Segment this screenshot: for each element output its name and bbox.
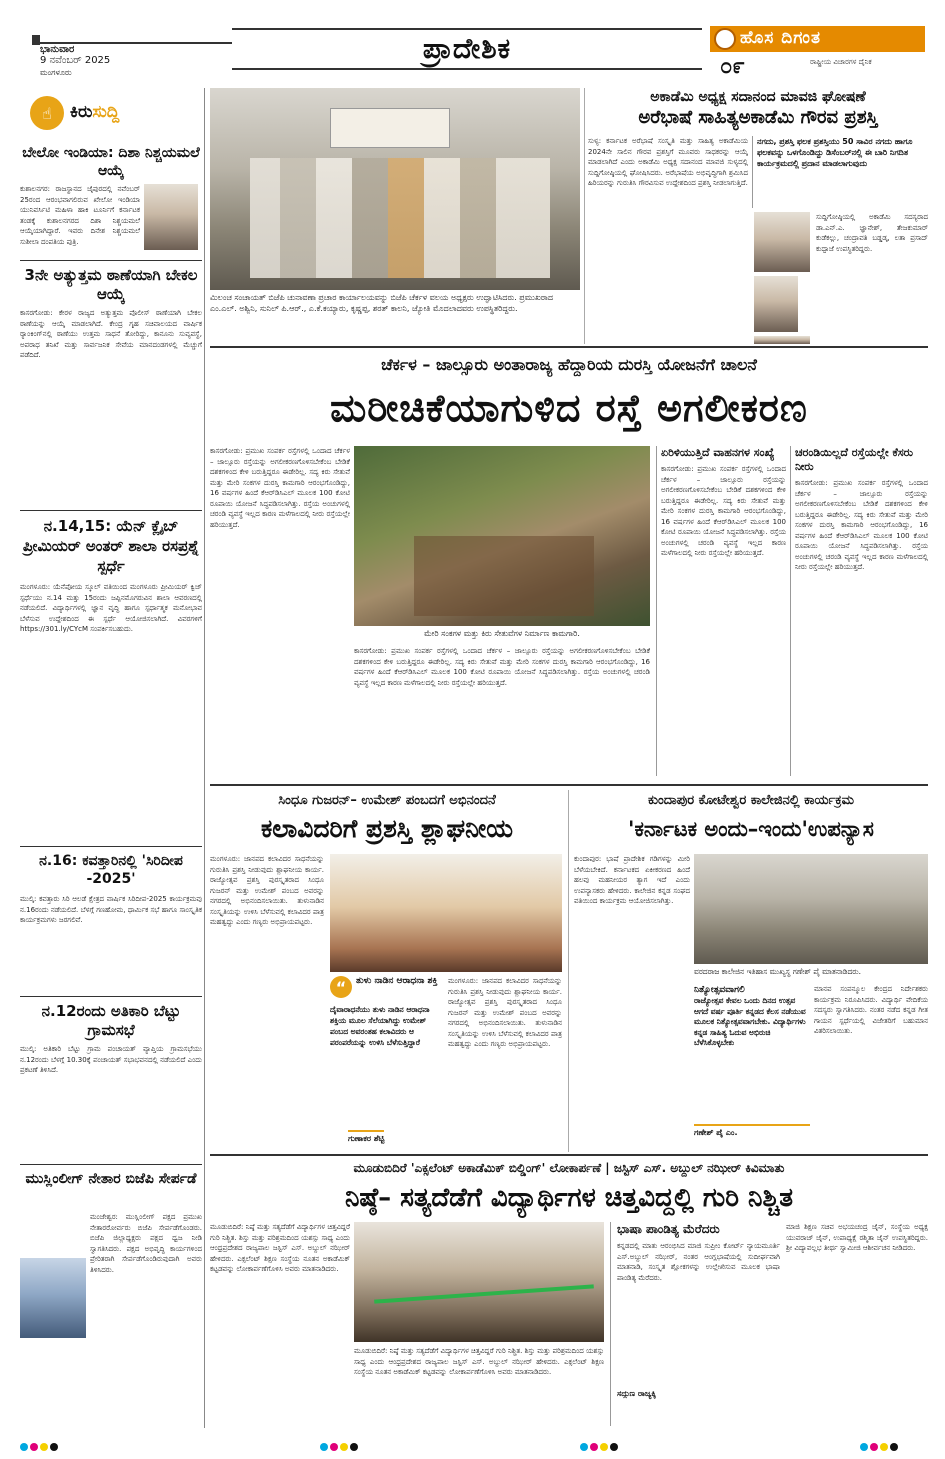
mudbidri-story bbox=[210, 1158, 928, 1428]
page-number: ೦೯ bbox=[720, 54, 745, 79]
item-text: ಕಾಸರಗೋಡು: ಕೇರಳ ರಾಜ್ಯದ ಅತ್ಯುತ್ತಮ ಪೊಲೀಸ್ ಠಾಣೆಯಾಗಿ ಬೇಕಲ ಠಾಣೆಯನ್ನು ಆಯ್ಕೆ ಮಾಡಲಾಗಿದೆ. ಕೇಂದ್ರ ಗೃಹ ಸಚಿವಾಲಯದ ವಾರ್ಷಿಕ ರ್‍ಯಾಂಕಿಂಗ್‌ನಲ್ಲಿ ಠಾಣೆಯು ಉತ್ತಮ ಸಾಧನೆ ತೋರಿದ್ದು, ಕಾನೂನು ಸುವ್ಯವಸ್ಥೆ, ಅಪರಾಧ ತನಿಖೆ ಮತ್ತು ಸಾರ್ವಜನಿಕ ಸೇವೆಯ ಮಾನದಂಡಗಳಲ್ಲಿ ಮೆಚ್ಚುಗೆ ಪಡೆದಿದೆ. bbox=[20, 309, 202, 359]
kirusuddi-column bbox=[20, 88, 202, 1428]
item-text: ಕುಶಾಲನಗರ: ರಾಜಸ್ಥಾನದ ಜೈಪುರದಲ್ಲಿ ನವೆಂಬರ್ 25ರಂದ ಆರಂಭವಾಗಲಿರುವ ಖೇಲೋ ಇಂಡಿಯಾ ಯುನಿವರ್ಸಿಟಿ ಮಹಿಳಾ ಹಾಕಿ ಟೂರ್ನಿಗೆ ಕರ್ನಾಟಕ ತಂಡಕ್ಕೆ ಕುಶಾಲನಗರದ ದಿಶಾ ನಿಶ್ಚಯಮಲೆ ಆಯ್ಕೆಯಾಗಿದ್ದಾರೆ. ಇವರು ದಿನೇಶ ನಿಶ್ಚಯಮಲೆ ಸುಶೀಲಾ ದಂಪತಿಯ ಪುತ್ರಿ. bbox=[20, 185, 140, 246]
road-body-2: ಕಾಸರಗೋಡು: ಪ್ರಮುಖ ಸಂಪರ್ಕ ರಸ್ತೆಗಳಲ್ಲಿ ಒಂದಾದ ಚೆರ್ಕಳ – ಜಾಲ್ಸೂರು ರಸ್ತೆಯನ್ನು ಅಗಲೀಕರಣಗೊಳಿಸಬೇಕೆಂಬ ಬೇಡಿಕೆ ದಶಕಗಳಿಂದ ಕೇಳಿ ಬರುತ್ತಿದ್ದರೂ ಈಡೇರಿಲ್ಲ. ಸದ್ಯ ಕಿರು ಸೇತುವೆ ಮತ್ತು ಮೇರಿ ಸಂಕಗಳ ದುರಸ್ತಿ ಕಾಮಗಾರಿ ಆರಂಭಗೊಂಡಿದ್ದು, 16 ವರ್ಷಗಳ ಹಿಂದೆ ಕೆಆರ್‌ಡಿಸಿಎಲ್ ಮೂಲಕ 100 ಕೋಟಿ ರೂಪಾಯಿ ಯೋಜನೆ ಸಿದ್ಧಪಡಿಸಲಾಗಿತ್ತು. ರಸ್ತೆಯ ಅಂಚುಗಳಲ್ಲಿ ಚರಂಡಿ ವ್ಯವಸ್ಥೆ ಇಲ್ಲದ ಕಾರಣ ಮಳೆಗಾಲದಲ್ಲಿ ನೀರು ರಸ್ತೆಯಲ್ಲೇ ಹರಿಯುತ್ತದೆ. bbox=[354, 647, 650, 687]
column-divider bbox=[204, 88, 205, 1428]
akademi-headline: ಅರೆಭಾಷೆ ಸಾಹಿತ್ಯಅಕಾಡೆಮಿ ಗೌರವ ಪ್ರಶಸ್ತಿ bbox=[638, 107, 878, 128]
item-text: ಮುಲ್ಕಿ: ಅತಿಕಾರಿ ಬೆಟ್ಟು ಗ್ರಾಮ ಪಂಚಾಯತ್ ವ್ಯಾಪ್ತಿಯ ಗ್ರಾಮಸಭೆಯು ನ.12ರಂದು ಬೆಳಗ್ಗೆ 10.30ಕ್ಕೆ ಪಂಚಾಯತ್ ಸಭಾಭವನದಲ್ಲಿ ನಡೆಯಲಿದೆ ಎಂದು ಪ್ರಕಟಣೆ ತಿಳಿಸಿದೆ. bbox=[20, 1045, 202, 1074]
list-item bbox=[20, 266, 202, 504]
kota-story bbox=[574, 790, 928, 1152]
road-kicker: ಚೆರ್ಕಳ – ಜಾಲ್ಸೂರು ಅಂತಾರಾಜ್ಯ ಹೆದ್ದಾರಿಯ ದುರಸ್ತಿ ಯೋಜನೆಗೆ ಚಾಲನೆ bbox=[381, 355, 757, 374]
art-body-2: ಮಂಗಳೂರು: ಜಾನಪದ ಕಲಾವಿದರ ಸಾಧನೆಯನ್ನು ಗುರುತಿಸಿ ಪ್ರಶಸ್ತಿ ನೀಡುವುದು ಶ್ಲಾಘನೀಯ ಕಾರ್ಯ. ರಾಜ್ಯೋತ್ಸವ ಪ್ರಶಸ್ತಿ ಪುರಸ್ಕೃತರಾದ ಸಿಂಧೂ ಗುಜರನ್ ಮತ್ತು ಉಮೇಶ್ ಪಂಬದ ಅವರನ್ನು ನಗರದಲ್ಲಿ ಅಭಿನಂದಿಸಲಾಯಿತು. ತುಳುನಾಡಿನ ಸಂಸ್ಕೃತಿಯನ್ನು ಉಳಿಸಿ ಬೆಳೆಸುವಲ್ಲಿ ಕಲಾವಿದರ ಪಾತ್ರ ಮಹತ್ವದ್ದು ಎಂದು ಗಣ್ಯರು ಅಭಿಪ್ರಾಯಪಟ್ಟರು. bbox=[448, 977, 562, 1048]
bjp-office-photo bbox=[210, 88, 580, 290]
kota-side: ಮಾನವ ಸಂಪನ್ಮೂಲ ಕೇಂದ್ರದ ನಿರ್ದೇಶಕರು ಕಾರ್ಯಕ್ರಮ ನಿರೂಪಿಸಿದರು. ವಿದ್ಯಾರ್ಥಿ ವೇದಿಕೆಯ ಸದಸ್ಯರು ಸ್ವಾಗತಿಸಿದರು. ನಂತರ ನಡೆದ ಕನ್ನಡ ಗೀತ ಗಾಯನ ಸ್ಪರ್ಧೆಯಲ್ಲಿ ವಿಜೇತರಿಗೆ ಬಹುಮಾನ ವಿತರಿಸಲಾಯಿತು. bbox=[814, 985, 928, 1035]
item-text: ಮಂಗಳೂರು: ಯೆನೆಪೋಯ ಸ್ಕೂಲ್ ವತಿಯಿಂದ ಮಂಗಳೂರು ಪ್ರೀಮಿಯರ್ ಕ್ವಿಜ್ ಸ್ಪರ್ಧೆಯು ನ.14 ಮತ್ತು 15ರಂದು ಜಪ್ಪಿನಮೊಗರುವಿನ ಶಾಲಾ ಆವರಣದಲ್ಲಿ ನಡೆಯಲಿದೆ. ವಿದ್ಯಾರ್ಥಿಗಳಲ್ಲಿ ಜ್ಞಾನ ವೃದ್ಧಿ ಹಾಗೂ ಸ್ಪರ್ಧಾತ್ಮಕ ಮನೋಭಾವ ಬೆಳೆಸುವ ಉದ್ದೇಶದಿಂದ ಈ ಸ್ಪರ್ಧೆ ಆಯೋಜಿಸಲಾಗಿದೆ. ವಿವರಗಳಿಗೆ https://301.ly/CYcM ಸಂಪರ್ಕಿಸಬಹುದು. bbox=[20, 583, 202, 633]
paper-name: ಹೊಸ ದಿಗಂತ bbox=[740, 28, 821, 48]
item-title: ಬೇಲೋ ಇಂಡಿಯಾ: ದಿಶಾ ನಿಶ್ಚಯಮಲೆ ಆಯ್ಕೆ bbox=[22, 145, 200, 179]
list-item bbox=[20, 516, 202, 842]
kota-quote-box bbox=[694, 984, 810, 1150]
mudbidri-headline: ನಿಷ್ಠೆ– ಸತ್ಯದೆಡೆಗೆ ವಿದ್ಯಾರ್ಥಿಗಳ ಚಿತ್ತವಿದ್ದಲ್ಲಿ ಗುರಿ ನಿಶ್ಚಿತ bbox=[344, 1183, 794, 1213]
kota-photo-caption: ವರದರಾಜ ಕಾಲೇಜಿನ ಇತಿಹಾಸ ಮುಖ್ಯಸ್ಥ ಗಣೇಶ್ ಪೈ ಮಾತನಾಡಿದರು. bbox=[694, 966, 928, 980]
kirusuddi-badge bbox=[30, 96, 190, 130]
art-felicitation-photo bbox=[330, 854, 562, 972]
kota-lecture-photo bbox=[694, 854, 928, 964]
paper-logo bbox=[710, 26, 925, 79]
vehicles-box-title: ಏರಿಳಿಯುತ್ತಿದೆ ವಾಹನಗಳ ಸಂಖ್ಯೆ bbox=[661, 446, 775, 459]
list-item bbox=[20, 1002, 202, 1162]
art-body: ಮಂಗಳೂರು: ಜಾನಪದ ಕಲಾವಿದರ ಸಾಧನೆಯನ್ನು ಗುರುತಿಸಿ ಪ್ರಶಸ್ತಿ ನೀಡುವುದು ಶ್ಲಾಘನೀಯ ಕಾರ್ಯ. ರಾಜ್ಯೋತ್ಸವ ಪ್ರಶಸ್ತಿ ಪುರಸ್ಕೃತರಾದ ಸಿಂಧೂ ಗುಜರನ್ ಮತ್ತು ಉಮೇಶ್ ಪಂಬದ ಅವರನ್ನು ನಗರದಲ್ಲಿ ಅಭಿನಂದಿಸಲಾಯಿತು. ತುಳುನಾಡಿನ ಸಂಸ್ಕೃತಿಯನ್ನು ಉಳಿಸಿ ಬೆಳೆಸುವಲ್ಲಿ ಕಲಾವಿದರ ಪಾತ್ರ ಮಹತ್ವದ್ದು ಎಂದು ಗಣ್ಯರು ಅಭಿಪ್ರಾಯಪಟ್ಟರು. bbox=[210, 855, 324, 926]
art-quote-title: ತುಳು ನಾಡಿನ ಆರಾಧನಾ ಶಕ್ತಿ bbox=[356, 976, 438, 986]
section-title: ಪ್ರಾದೇಶಿಕ bbox=[422, 32, 512, 65]
kota-quote-by: ಗಣೇಶ್ ಪೈ ಎಂ. bbox=[694, 1124, 810, 1138]
road-body-1: ಕಾಸರಗೋಡು: ಪ್ರಮುಖ ಸಂಪರ್ಕ ರಸ್ತೆಗಳಲ್ಲಿ ಒಂದಾದ ಚೆರ್ಕಳ – ಜಾಲ್ಸೂರು ರಸ್ತೆಯನ್ನು ಅಗಲೀಕರಣಗೊಳಿಸಬೇಕೆಂಬ ಬೇಡಿಕೆ ದಶಕಗಳಿಂದ ಕೇಳಿ ಬರುತ್ತಿದ್ದರೂ ಈಡೇರಿಲ್ಲ. ಸದ್ಯ ಕಿರು ಸೇತುವೆ ಮತ್ತು ಮೇರಿ ಸಂಕಗಳ ದುರಸ್ತಿ ಕಾಮಗಾರಿ ಆರಂಭಗೊಂಡಿದ್ದು, 16 ವರ್ಷಗಳ ಹಿಂದೆ ಕೆಆರ್‌ಡಿಸಿಎಲ್ ಮೂಲಕ 100 ಕೋಟಿ ರೂಪಾಯಿ ಯೋಜನೆ ಸಿದ್ಧಪಡಿಸಲಾಗಿತ್ತು. ರಸ್ತೆಯ ಅಂಚುಗಳಲ್ಲಿ ಚರಂಡಿ ವ್ಯವಸ್ಥೆ ಇಲ್ಲದ ಕಾರಣ ಮಳೆಗಾಲದಲ್ಲಿ ನೀರು ರಸ್ತೆಯಲ್ಲೇ ಹರಿಯುತ್ತದೆ. bbox=[210, 447, 350, 529]
bjp-photo-caption: ಮಿಲಂಚ ಸಂಚಾಯತ್ ಬಿಜೆಪಿ ಚುನಾವಣಾ ಪ್ರಚಾರ ಕಾರ್ಯಾಲಯವನ್ನು ಬಿಜೆಪಿ ಚೆರ್ಕಳ ವಲಯ ಅಧ್ಯಕ್ಷರು ಉದ್ಘಾಟಿಸಿದರು. ಪ್ರಮುಖರಾದ ಎಂ.ಎಲ್. ಅಶ್ವಿನಿ, ಸುನಿಲ್ ಪಿ.ಆರ್., ಎ.ಕೆ.ಕಯ್ಯಾರು, ಕೃಷ್ಣಪ್ಪ, ಶರತ್ ಕಾಲನಿ, ಜ್ಯೋತಿ ಮೊದಲಾದವರು ಉಪಸ್ಥಿತರಿದ್ದರು. bbox=[210, 292, 580, 340]
awardee-photo-3 bbox=[754, 336, 810, 344]
list-item bbox=[20, 1170, 202, 1428]
awardee-photo-2 bbox=[754, 276, 798, 332]
date-block bbox=[40, 44, 150, 78]
art-quote-text: ದೈವಾರಾಧನೆಯು ತುಳು ನಾಡಿನ ಆರಾಧನಾ ಶಕ್ತಿಯ ಮೂಲ ಸೆಲೆಯಾಗಿದ್ದು ಉಮೇಶ್ ಪಂಬದ ಅವರಂತಹ ಕಲಾವಿದರು ಆ ಪರಂಪರೆಯನ್ನು ಉಳಿಸಿ ಬೆಳೆಸುತ್ತಿದ್ದಾರೆ bbox=[330, 1005, 430, 1047]
language-box-by: ಸದ್ಗುಣ ರಾಜ್ಯಕ್ಕಿ bbox=[617, 1389, 656, 1398]
road-story bbox=[210, 350, 928, 780]
item-title: ನ.14,15: ಯೆನ್ ಕ್ಲೈಬ್ ಪ್ರೀಮಿಯರ್ ಅಂತರ್ ಶಾಲಾ ರಸಪ್ರಶ್ನೆ ಸ್ಪರ್ಧೆ bbox=[22, 517, 200, 575]
item-title: 3ನೇ ಅತ್ಯುತ್ತಮ ಠಾಣೆಯಾಗಿ ಬೇಕಲ ಆಯ್ಕೆ bbox=[24, 266, 198, 303]
road-headline: ಮರೀಚಿಕೆಯಾಗುಳಿದ ರಸ್ತೆ ಅಗಲೀಕರಣ bbox=[330, 386, 808, 430]
paper-tagline: ರಾಷ್ಟ್ರೀಯ ವಿಚಾರಗಳ ದೈನಿಕ bbox=[810, 58, 872, 66]
drainage-box-text: ಕಾಸರಗೋಡು: ಪ್ರಮುಖ ಸಂಪರ್ಕ ರಸ್ತೆಗಳಲ್ಲಿ ಒಂದಾದ ಚೆರ್ಕಳ – ಜಾಲ್ಸೂರು ರಸ್ತೆಯನ್ನು ಅಗಲೀಕರಣಗೊಳಿಸಬೇಕೆಂಬ ಬೇಡಿಕೆ ದಶಕಗಳಿಂದ ಕೇಳಿ ಬರುತ್ತಿದ್ದರೂ ಈಡೇರಿಲ್ಲ. ಸದ್ಯ ಕಿರು ಸೇತುವೆ ಮತ್ತು ಮೇರಿ ಸಂಕಗಳ ದುರಸ್ತಿ ಕಾಮಗಾರಿ ಆರಂಭಗೊಂಡಿದ್ದು, 16 ವರ್ಷಗಳ ಹಿಂದೆ ಕೆಆರ್‌ಡಿಸಿಎಲ್ ಮೂಲಕ 100 ಕೋಟಿ ರೂಪಾಯಿ ಯೋಜನೆ ಸಿದ್ಧಪಡಿಸಲಾಗಿತ್ತು. ರಸ್ತೆಯ ಅಂಚುಗಳಲ್ಲಿ ಚರಂಡಿ ವ್ಯವಸ್ಥೆ ಇಲ್ಲದ ಕಾರಣ ಮಳೆಗಾಲದಲ್ಲಿ ನೀರು ರಸ್ತೆಯಲ್ಲೇ ಹರಿಯುತ್ತದೆ. bbox=[795, 479, 928, 571]
akademi-story bbox=[588, 88, 928, 344]
item-text: ಮುಲ್ಕಿ: ಕವತ್ತಾರು ಸಿರಿ ಆಲಡೆ ಕ್ಷೇತ್ರದ ವಾರ್ಷಿಕ ಸಿರಿದೀಪ-2025 ಕಾರ್ಯಕ್ರಮವು ನ.16ರಂದು ನಡೆಯಲಿದೆ. ಬೆಳಗ್ಗೆ ಗಣಹೋಮ, ಧಾರ್ಮಿಕ ಸಭೆ ಹಾಗೂ ಸಾಂಸ್ಕೃತಿಕ ಕಾರ್ಯಕ್ರಮಗಳು ಜರಗಲಿವೆ. bbox=[20, 895, 202, 924]
vehicles-box-text: ಕಾಸರಗೋಡು: ಪ್ರಮುಖ ಸಂಪರ್ಕ ರಸ್ತೆಗಳಲ್ಲಿ ಒಂದಾದ ಚೆರ್ಕಳ – ಜಾಲ್ಸೂರು ರಸ್ತೆಯನ್ನು ಅಗಲೀಕರಣಗೊಳಿಸಬೇಕೆಂಬ ಬೇಡಿಕೆ ದಶಕಗಳಿಂದ ಕೇಳಿ ಬರುತ್ತಿದ್ದರೂ ಈಡೇರಿಲ್ಲ. ಸದ್ಯ ಕಿರು ಸೇತುವೆ ಮತ್ತು ಮೇರಿ ಸಂಕಗಳ ದುರಸ್ತಿ ಕಾಮಗಾರಿ ಆರಂಭಗೊಂಡಿದ್ದು, 16 ವರ್ಷಗಳ ಹಿಂದೆ ಕೆಆರ್‌ಡಿಸಿಎಲ್ ಮೂಲಕ 100 ಕೋಟಿ ರೂಪಾಯಿ ಯೋಜನೆ ಸಿದ್ಧಪಡಿಸಲಾಗಿತ್ತು. ರಸ್ತೆಯ ಅಂಚುಗಳಲ್ಲಿ ಚರಂಡಿ ವ್ಯವಸ್ಥೆ ಇಲ್ಲದ ಕಾರಣ ಮಳೆಗಾಲದಲ್ಲಿ ನೀರು ರಸ್ತೆಯಲ್ಲೇ ಹರಿಯುತ್ತದೆ. bbox=[661, 465, 786, 557]
akademi-kicker: ಅಕಾಡೆಮಿ ಅಧ್ಯಕ್ಷ ಸದಾನಂದ ಮಾವಜಿ ಘೋಷಣೆ bbox=[650, 89, 866, 105]
party-join-photo bbox=[20, 1258, 86, 1338]
kirusuddi-a: ಕಿರು bbox=[70, 102, 93, 122]
logo-emblem-icon bbox=[714, 28, 736, 50]
list-item bbox=[20, 852, 202, 992]
mudbidri-body-2: ಮೂಡುಬಿದಿರೆ: ನಿಷ್ಠೆ ಮತ್ತು ಸತ್ಯದೆಡೆಗೆ ವಿದ್ಯಾರ್ಥಿಗಳ ಚಿತ್ತವಿದ್ದರೆ ಗುರಿ ನಿಶ್ಚಿತ. ಶಿಸ್ತು ಮತ್ತು ಪರಿಶ್ರಮದಿಂದ ಯಶಸ್ಸು ಸಾಧ್ಯ ಎಂದು ಆಂಧ್ರಪ್ರದೇಶದ ರಾಜ್ಯಪಾಲ ಜಸ್ಟಿಸ್ ಎಸ್. ಅಬ್ದುಲ್ ನಝೀರ್ ಹೇಳಿದರು. ಎಕ್ಸಲೆಂಟ್ ಶಿಕ್ಷಣ ಸಂಸ್ಥೆಯ ನೂತನ ಅಕಾಡೆಮಿಕ್ ಕಟ್ಟಡವನ್ನು ಲೋಕಾರ್ಪಣೆಗೊಳಿಸಿ ಅವರು ಮಾತನಾಡಿದರು. bbox=[354, 1347, 604, 1376]
masthead-date: 9 ನವೆಂಬರ್ 2025 bbox=[40, 55, 111, 66]
kota-headline: 'ಕರ್ನಾಟಕ ಅಂದು–ಇಂದು'ಉಪನ್ಯಾಸ bbox=[628, 817, 874, 841]
mudbidri-body: ಮೂಡುಬಿದಿರೆ: ನಿಷ್ಠೆ ಮತ್ತು ಸತ್ಯದೆಡೆಗೆ ವಿದ್ಯಾರ್ಥಿಗಳ ಚಿತ್ತವಿದ್ದರೆ ಗುರಿ ನಿಶ್ಚಿತ. ಶಿಸ್ತು ಮತ್ತು ಪರಿಶ್ರಮದಿಂದ ಯಶಸ್ಸು ಸಾಧ್ಯ ಎಂದು ಆಂಧ್ರಪ್ರದೇಶದ ರಾಜ್ಯಪಾಲ ಜಸ್ಟಿಸ್ ಎಸ್. ಅಬ್ದುಲ್ ನಝೀರ್ ಹೇಳಿದರು. ಎಕ್ಸಲೆಂಟ್ ಶಿಕ್ಷಣ ಸಂಸ್ಥೆಯ ನೂತನ ಅಕಾಡೆಮಿಕ್ ಕಟ್ಟಡವನ್ನು ಲೋಕಾರ್ಪಣೆಗೊಳಿಸಿ ಅವರು ಮಾತನಾಡಿದರು. bbox=[210, 1223, 350, 1273]
art-kicker: ಸಿಂಧೂ ಗುಜರನ್– ಉಮೇಶ್ ಪಂಬದಗೆ ಅಭಿನಂದನೆ bbox=[278, 793, 496, 808]
section-title-bar bbox=[232, 28, 702, 70]
art-story bbox=[210, 790, 564, 1152]
vehicles-box bbox=[656, 446, 786, 776]
inauguration-photo bbox=[354, 1222, 604, 1342]
language-box-text: ಕನ್ನಡದಲ್ಲಿ ಮಾತು ಆರಂಭಿಸಿದ ಮಾಜಿ ಸುಪ್ರೀಂ ಕೋರ್ಟ್ ನ್ಯಾಯಮೂರ್ತಿ ಎಸ್.ಅಬ್ದುಲ್ ನಝೀರ್, ನಂತರ ಆಂಗ್ಲಭಾಷೆಯಲ್ಲಿ ಸುದೀರ್ಘವಾಗಿ ಮಾತನಾಡಿ, ಸಂಸ್ಕೃತ ಶ್ಲೋಕಗಳನ್ನು ಉಲ್ಲೇಖಿಸುವ ಮೂಲಕ ಭಾಷಾ ಪಾಂಡಿತ್ಯ ಮೆರೆದರು. bbox=[617, 1242, 780, 1282]
registration-marks bbox=[0, 1436, 945, 1452]
art-headline: ಕಲಾವಿದರಿಗೆ ಪ್ರಶಸ್ತಿ ಶ್ಲಾಘನೀಯ bbox=[260, 814, 514, 843]
item-title: ಮುಸ್ಲಿಂಲೀಗ್ ನೇತಾರ ಬಿಜೆಪಿ ಸೇರ್ಪಡೆ bbox=[25, 1171, 197, 1187]
road-photo-caption: ಮೇರಿ ಸಂಕಗಳ ಮತ್ತು ಕಿರು ಸೇತುವೆಗಳ ನಿರ್ಮಾಣ ಕಾಮಗಾರಿ. bbox=[354, 628, 650, 642]
art-quote-by: ಗುಣಾಕರ ಶೆಟ್ಟಿ bbox=[348, 1130, 384, 1144]
kota-body: ಕುಂದಾಪುರ: ಭಾಷೆ ಪ್ರಾದೇಶಿಕ ಗಡಿಗಳನ್ನು ಮೀರಿ ಬೆಳೆಯಬೇಕಿದೆ. ಕರ್ನಾಟಕದ ಏಕೀಕರಣದ ಹಿಂದೆ ಹಲವು ಮಹನೀಯರ ತ್ಯಾಗ ಇದೆ ಎಂದು ಉಪನ್ಯಾಸಕರು ಹೇಳಿದರು. ಕಾಲೇಜಿನ ಕನ್ನಡ ಸಂಘದ ವತಿಯಿಂದ ಕಾರ್ಯಕ್ರಮ ಆಯೋಜಿಸಲಾಗಿತ್ತು. bbox=[574, 855, 690, 905]
akademi-body: ಸುಳ್ಯ: ಕರ್ನಾಟಕ ಅರೆಭಾಷೆ ಸಂಸ್ಕೃತಿ ಮತ್ತು ಸಾಹಿತ್ಯ ಅಕಾಡೆಮಿಯ 2024ನೇ ಸಾಲಿನ ಗೌರವ ಪ್ರಶಸ್ತಿಗೆ ಮೂವರು ಸಾಧಕರನ್ನು ಆಯ್ಕೆ ಮಾಡಲಾಗಿದೆ ಎಂದು ಅಕಾಡೆಮಿ ಅಧ್ಯಕ್ಷ ಸದಾನಂದ ಮಾವಜಿ ಸುಳ್ಯದಲ್ಲಿ ಸುದ್ದಿಗೋಷ್ಠಿಯಲ್ಲಿ ಘೋಷಿಸಿದರು. ಅರೆಭಾಷೆಯ ಅಭಿವೃದ್ಧಿಗಾಗಿ ಶ್ರಮಿಸಿದ ಹಿರಿಯರನ್ನು ಗುರುತಿಸಿ ಗೌರವಿಸುವ ಉದ್ದೇಶದಿಂದ ಪ್ರಶಸ್ತಿ ನೀಡಲಾಗುತ್ತಿದೆ. bbox=[588, 137, 748, 187]
road-works-photo bbox=[354, 446, 650, 626]
masthead bbox=[0, 0, 945, 88]
language-box bbox=[610, 1222, 780, 1426]
disha-photo bbox=[144, 184, 198, 250]
quote-mark-icon: “ bbox=[330, 976, 352, 998]
highlight-text: ನಗದು, ಪ್ರಶಸ್ತಿ ಫಲಕ ಪ್ರಶಸ್ತಿಯು 50 ಸಾವಿರ ನಗದು ಹಾಗೂ ಫಲಕವನ್ನು ಒಳಗೊಂಡಿದ್ದು ಡಿಸೆಂಬರ್‌ನಲ್ಲಿ ಈ ಬಾರಿ ನಿಗದಿತ ಕಾರ್ಯಕ್ರಮದಲ್ಲಿ ಪ್ರದಾನ ಮಾಡಲಾಗುವುದು bbox=[757, 137, 913, 168]
masthead-place: ಮಂಗಳೂರು bbox=[40, 68, 72, 77]
kota-kicker: ಕುಂದಾಪುರ ಕೋಟೇಶ್ವರ ಕಾಲೇಜಿನಲ್ಲಿ ಕಾರ್ಯಕ್ರಮ bbox=[647, 793, 855, 808]
item-title: ನ.16: ಕವತ್ತಾರಿನಲ್ಲಿ 'ಸಿರಿದೀಪ -2025' bbox=[39, 853, 183, 887]
hand-icon: ☝ bbox=[30, 96, 64, 130]
drainage-box bbox=[790, 446, 928, 776]
kota-quote-title: ನಿತ್ಯೋತ್ಸವವಾಗಲಿ bbox=[694, 985, 745, 995]
item-text: ಮಂಜೇಶ್ವರ: ಮುಸ್ಲಿಂಲೀಗ್ ಪಕ್ಷದ ಪ್ರಮುಖ ನೇತಾರರೋರ್ವರು ಬಿಜೆಪಿ ಸೇರ್ಪಡೆಗೊಂಡರು. ಬಿಜೆಪಿ ಜಿಲ್ಲಾಧ್ಯಕ್ಷರು ಪಕ್ಷದ ಧ್ವಜ ನೀಡಿ ಸ್ವಾಗತಿಸಿದರು. ಪಕ್ಷದ ಅಭಿವೃದ್ಧಿ ಕಾರ್ಯಗಳಿಂದ ಪ್ರೇರಿತರಾಗಿ ಸೇರ್ಪಡೆಗೊಂಡಿರುವುದಾಗಿ ಅವರು ತಿಳಿಸಿದರು. bbox=[90, 1213, 202, 1274]
akademi-side: ಸುದ್ದಿಗೋಷ್ಠಿಯಲ್ಲಿ ಅಕಾಡೆಮಿ ಸದಸ್ಯರಾದ ಡಾ.ಎನ್.ಎ. ಜ್ಞಾನೇಶ್, ತೇಜಕುಮಾರ್ ಕುಡೆಕಲ್ಲು, ಚಂದ್ರಾವತಿ ಬಡ್ಡಡ್ಕ, ಲತಾ ಪ್ರಸಾದ್ ಕುದ್ಪಾಜೆ ಉಪಸ್ಥಿತರಿದ್ದರು. bbox=[816, 213, 928, 253]
mudbidri-side: ಮಾಜಿ ಶಿಕ್ಷಣ ಸಚಿವ ಅಭಯಚಂದ್ರ ಜೈನ್, ಸಂಸ್ಥೆಯ ಅಧ್ಯಕ್ಷ ಯುವರಾಜ್ ಜೈನ್, ಉಪಾಧ್ಯಕ್ಷೆ ರಶ್ಮಿತಾ ಜೈನ್ ಉಪಸ್ಥಿತರಿದ್ದರು. ಶ್ರೀ ವಿದ್ಯಾವಲ್ಲಭ ತೀರ್ಥ ಸ್ವಾಮೀಜಿ ಆಶೀರ್ವಚನ ನೀಡಿದರು. bbox=[786, 1223, 928, 1252]
awardee-photo-1 bbox=[754, 212, 810, 272]
list-item bbox=[20, 144, 202, 256]
drainage-box-title: ಚರಂಡಿಯಿಲ್ಲದೆ ರಸ್ತೆಯಲ್ಲೇ ಕೆಸರು ನೀರು bbox=[795, 446, 913, 473]
art-quote-box bbox=[330, 976, 444, 1148]
mudbidri-kicker: ಮೂಡುಬಿದಿರೆ 'ಎಕ್ಸಲೆಂಟ್ ಅಕಾಡೆಮಿಕ್ ಬಿಲ್ಡಿಂಗ್' ಲೋಕಾರ್ಪಣೆ | ಜಸ್ಟಿಸ್ ಎಸ್. ಅಬ್ದುಲ್ ನಝೀರ್ ಕಿವಿಮಾತು bbox=[353, 1161, 785, 1175]
kirusuddi-b: ಸುದ್ದಿ bbox=[92, 102, 120, 122]
kota-quote-text: ರಾಜ್ಯೋತ್ಸವ ಕೇವಲ ಒಂದು ದಿನದ ಉತ್ಸವ ಆಗದೆ ವರ್ಷ ಪೂರ್ತಿ ಕನ್ನಡದ ಕೆಲಸ ನಡೆಯುವ ಮೂಲಕ ನಿತ್ಯೋತ್ಸವವಾಗಬೇಕು. ವಿದ್ಯಾರ್ಥಿಗಳು ಕನ್ನಡ ಸಾಹಿತ್ಯ ಓದುವ ಅಭಿರುಚಿ ಬೆಳೆಸಿಕೊಳ್ಳಬೇಕು bbox=[694, 996, 806, 1047]
award-highlight bbox=[752, 136, 928, 208]
language-box-title: ಭಾಷಾ ಪಾಂಡಿತ್ಯ ಮೆರೆದರು bbox=[617, 1222, 720, 1236]
masthead-day: ಭಾನುವಾರ bbox=[40, 44, 75, 55]
item-title: ನ.12ರಂದು ಅತಿಕಾರಿ ಬೆಟ್ಟು ಗ್ರಾಮಸಭೆ bbox=[41, 1002, 181, 1039]
